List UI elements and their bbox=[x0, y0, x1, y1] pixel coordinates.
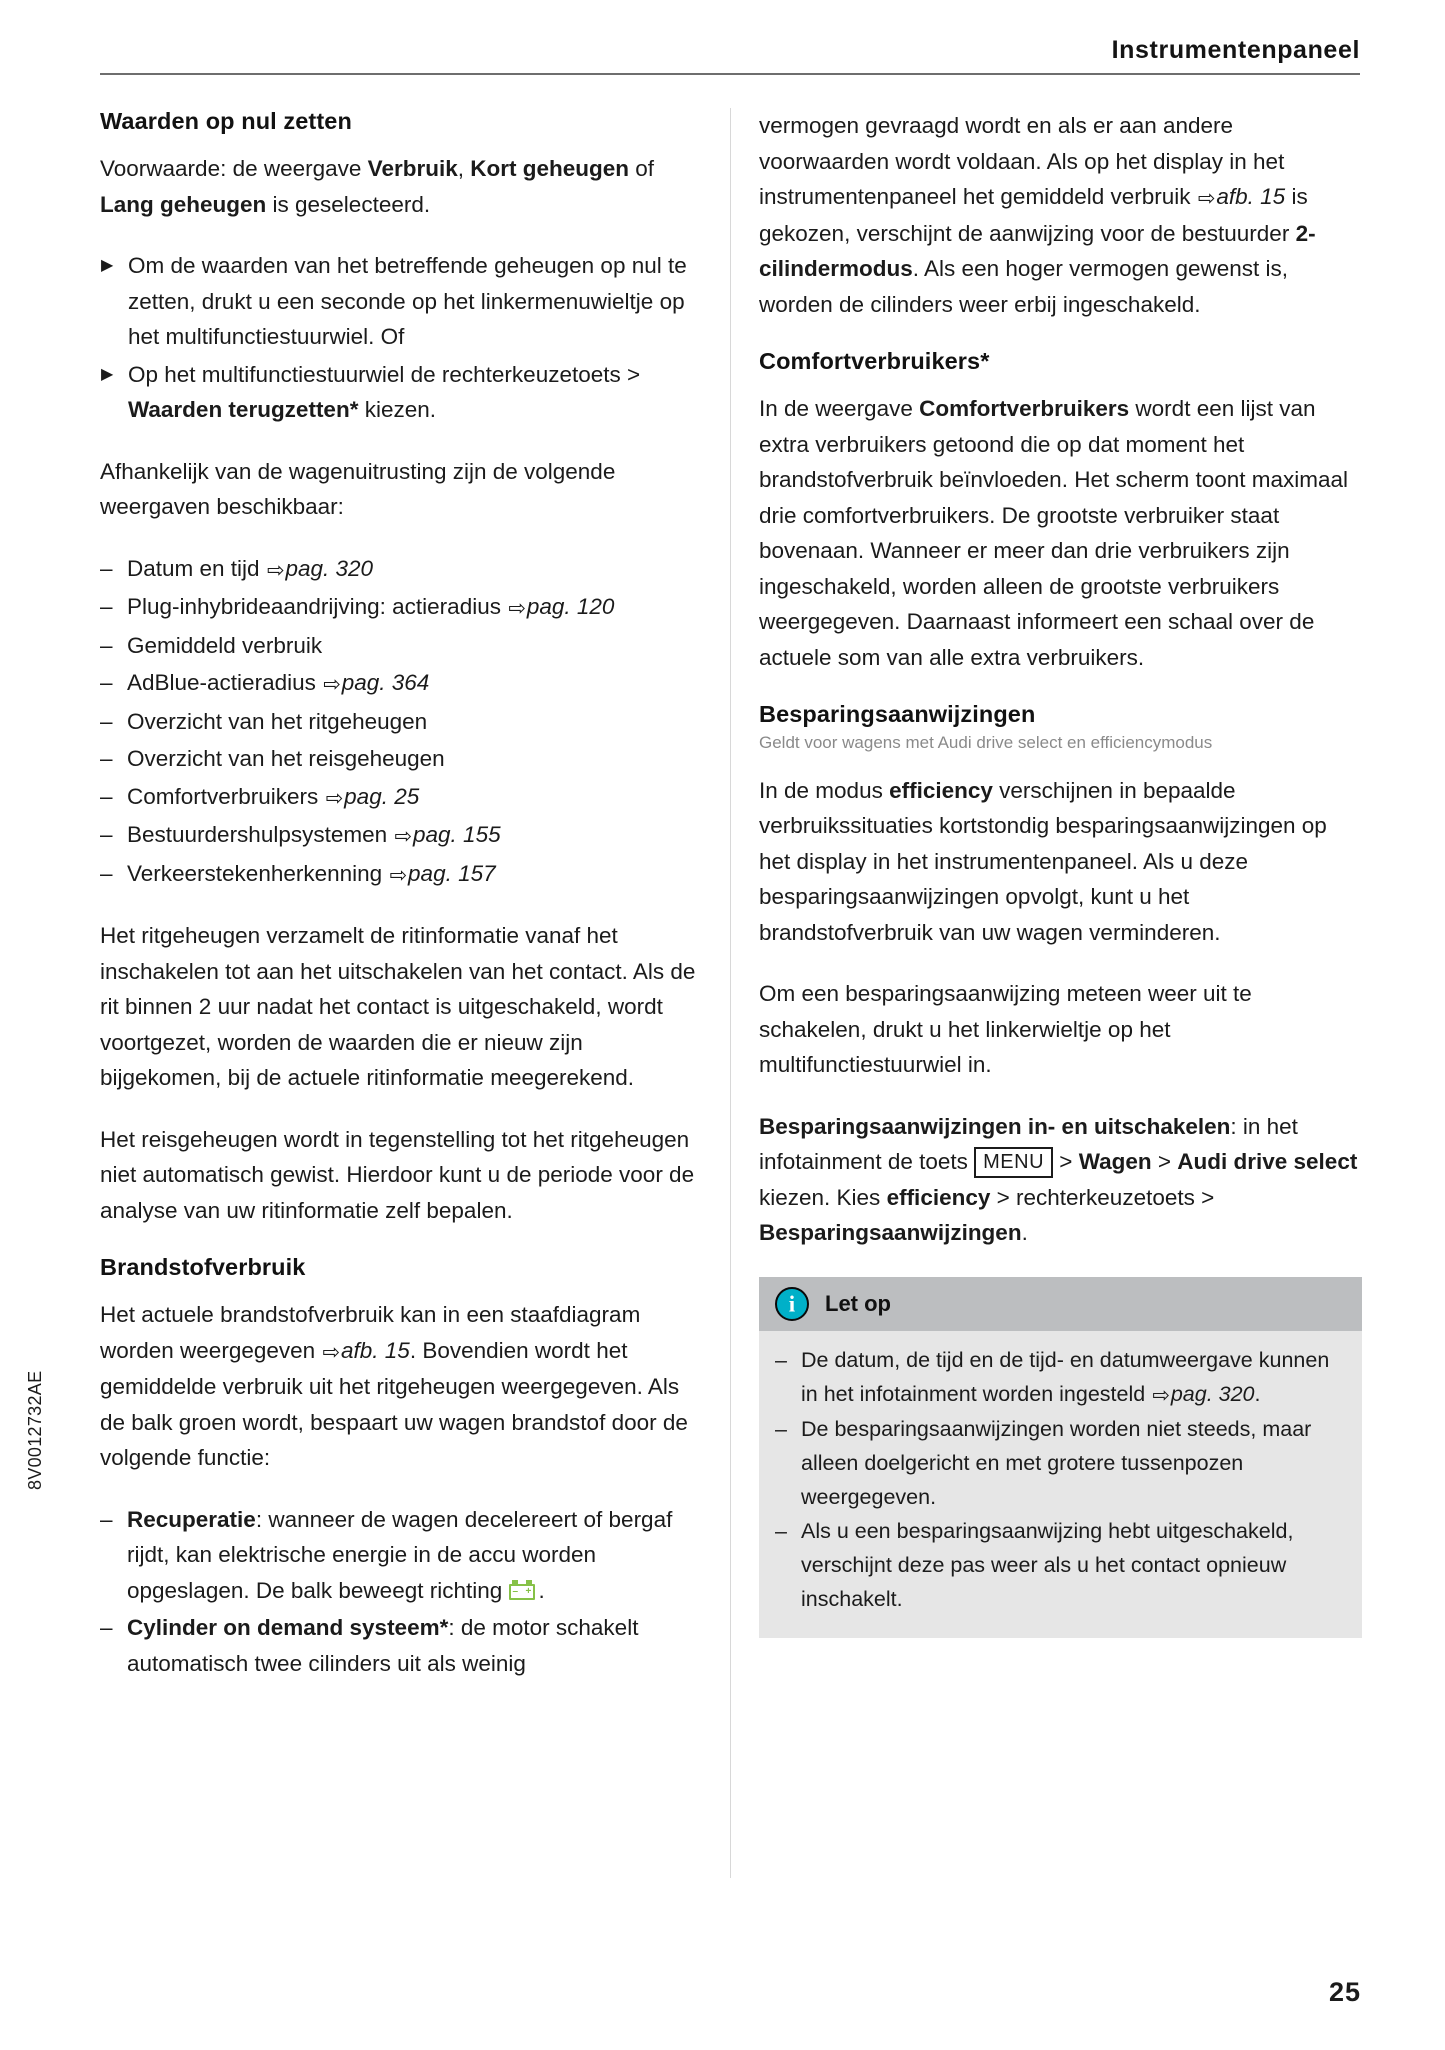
heading-besparingsaanwijzingen: Besparingsaanwijzingen bbox=[759, 701, 1036, 727]
text-run: kiezen. Kies bbox=[759, 1184, 887, 1210]
list-item-text: Op het multifunctiestuurwiel de rechterkeuzetoets > bbox=[128, 361, 641, 387]
list-item bbox=[100, 817, 703, 854]
text-run: wordt een lijst van extra verbruikers getoond die op dat moment het brandstofverbruik beïnvloeden. Het scherm toont maximaal drie comfortverbruikers. De grootste verbruiker staat bovenaan. Wanneer er meer dan drie verbruikers zijn ingeschakeld, worden alleen de grootste verbruikers weergegeven. Daarnaast informeert een schaal over de actuele som van alle extra verbruikers. bbox=[759, 396, 1349, 670]
arrow-bullet-icon: ▶ bbox=[101, 257, 114, 274]
reference-arrow-icon: ⇨ bbox=[323, 673, 341, 696]
list-item-text: Als u een besparingsaanwijzing hebt uitgeschakeld, verschijnt deze pas weer als u het contact opnieuw inschakelt. bbox=[801, 1518, 1294, 1611]
text-run: Voorwaarde: de weergave bbox=[100, 156, 368, 181]
battery-terminal-negative bbox=[512, 1580, 518, 1584]
list-item bbox=[100, 1502, 703, 1609]
heading-brandstofverbruik: Brandstofverbruik bbox=[100, 1254, 306, 1280]
paragraph-reisgeheugen: Het reisgeheugen wordt in tegenstelling tot het ritgeheugen niet automatisch gewist. Hierdoor kunt u de periode voor de analyse van uw ritinformatie zelf bepalen. bbox=[100, 1126, 695, 1223]
note-box-body bbox=[759, 1331, 1362, 1638]
list-item-text: De datum, de tijd en de tijd- en datumweergave kunnen in het infotainment worden ingesteld bbox=[801, 1347, 1330, 1406]
arrow-bullet-icon: ▶ bbox=[101, 365, 114, 383]
info-icon bbox=[775, 1287, 809, 1321]
list-item bbox=[100, 856, 703, 893]
term-comfortverbruikers: Comfortverbruikers bbox=[919, 396, 1130, 421]
page-reference: pag. 155 bbox=[413, 822, 501, 847]
text-run: . bbox=[1254, 1381, 1261, 1406]
text-run: verschijnen in bepaalde verbruikssituaties kortstondig besparingsaanwijzingen op het display in het instrumentenpaneel. Als u deze besparingsaanwijzingen opvolgt, kunt u het brandstofverbruik van uw wagen verminderen. bbox=[759, 777, 1327, 945]
list-item bbox=[100, 628, 703, 664]
text-run: > bbox=[1151, 1149, 1178, 1175]
text-run: > bbox=[1053, 1149, 1079, 1175]
reference-arrow-icon: ⇨ bbox=[322, 1340, 341, 1364]
text-run: Het actuele brandstofverbruik kan in een staafdiagram worden weergegeven bbox=[100, 1302, 641, 1363]
paragraph-afhankelijk: Afhankelijk van de wagenuitrusting zijn de volgende weergaven beschikbaar: bbox=[100, 458, 616, 519]
reference-arrow-icon: ⇨ bbox=[325, 786, 344, 810]
paragraph-comfortverbruikers bbox=[759, 391, 1362, 675]
left-column bbox=[100, 108, 703, 1707]
list-item-text: Comfortverbruikers bbox=[127, 783, 319, 809]
list-item bbox=[100, 704, 703, 740]
page-reference: pag. 25 bbox=[344, 783, 420, 809]
list-item-text: Plug-inhybrideaandrijving: actieradius bbox=[127, 594, 501, 619]
reference-arrow-icon: ⇨ bbox=[394, 825, 413, 848]
dash-bullet-icon: – bbox=[775, 1347, 787, 1372]
menu-path-audi-drive-select: Audi drive select bbox=[1177, 1149, 1358, 1175]
list-item-text: : de motor schakelt automatisch twee cilinders uit als weinig bbox=[127, 1615, 639, 1676]
paragraph-efficiency bbox=[759, 773, 1362, 951]
dash-bullet-icon: – bbox=[100, 1615, 113, 1640]
list-item-text: : wanneer de wagen decelereert of bergaf rijdt, kan elektrische energie in de accu worden opgeslagen. De balk beweegt richting bbox=[127, 1506, 673, 1603]
reference-arrow-icon: ⇨ bbox=[389, 863, 408, 887]
text-run: : in het infotainment de toets bbox=[759, 1113, 1298, 1175]
paragraph-uitschakelen: Om een besparingsaanwijzing meteen weer uit te schakelen, drukt u het linkerwieltje op het multifunctiestuurwiel in. bbox=[759, 981, 1252, 1078]
applicability-note: Geldt voor wagens met Audi drive select en efficiencymodus bbox=[759, 733, 1213, 752]
note-box-title: Let op bbox=[825, 1290, 891, 1316]
document-id: 8V0012732AE bbox=[25, 1370, 45, 1490]
battery-terminal-positive bbox=[526, 1580, 532, 1584]
term-2-cilindermodus: 2-cilindermodus bbox=[759, 220, 1316, 281]
list-item-text: Verkeerstekenherkenning bbox=[127, 860, 383, 886]
heading-waarden-op-nul-zetten: Waarden op nul zetten bbox=[100, 108, 352, 134]
battery-icon bbox=[509, 1580, 539, 1602]
dash-bullet-icon: – bbox=[100, 670, 113, 695]
note-list bbox=[775, 1343, 1342, 1616]
text-run: . Bovendien wordt het gemiddelde verbruik uit het ritgeheugen weergegeven. Als de balk groen wordt, bespaart uw wagen brandstof door de volgende functie: bbox=[100, 1337, 688, 1470]
list-item bbox=[775, 1412, 1342, 1514]
battery-minus-sign: – bbox=[512, 1585, 519, 1597]
reference-arrow-icon: ⇨ bbox=[1152, 1383, 1170, 1407]
term-cylinder-on-demand: Cylinder on demand systeem* bbox=[127, 1615, 449, 1640]
list-item-text: Gemiddeld verbruik bbox=[127, 632, 323, 658]
dash-bullet-icon: – bbox=[100, 1506, 113, 1532]
dash-bullet-icon: – bbox=[775, 1416, 787, 1441]
list-item-text: Overzicht van het ritgeheugen bbox=[127, 708, 428, 734]
paragraph-voorwaarde bbox=[100, 151, 703, 222]
reference-arrow-icon: ⇨ bbox=[508, 597, 526, 620]
dash-bullet-icon: – bbox=[100, 594, 113, 619]
reference-arrow-icon: ⇨ bbox=[266, 558, 285, 582]
text-run: In de modus bbox=[759, 777, 890, 803]
list-item bbox=[100, 248, 703, 355]
list-item-text: Om de waarden van het betreffende geheugen op nul te zetten, drukt u een seconde op het linkermenuwieltje op het multifunctiestuurwiel. Of bbox=[128, 253, 687, 349]
menu-path-wagen: Wagen bbox=[1078, 1149, 1152, 1175]
text-run: vermogen gevraagd wordt en als er aan andere voorwaarden wordt voldaan. Als op het display in het instrumentenpaneel het gemiddeld verbruik bbox=[759, 113, 1285, 209]
term-kort-geheugen: Kort geheugen bbox=[470, 156, 629, 181]
list-item bbox=[100, 741, 703, 777]
running-title: Instrumentenpaneel bbox=[1111, 36, 1360, 64]
heading-comfortverbruikers: Comfortverbruikers* bbox=[759, 348, 990, 374]
page-reference: pag. 364 bbox=[341, 670, 430, 695]
term-besparingsaanwijzingen-in-uit: Besparingsaanwijzingen in- en uitschakelen bbox=[759, 1113, 1231, 1139]
page-reference: pag. 120 bbox=[526, 594, 615, 619]
list-item bbox=[100, 589, 703, 626]
list-item bbox=[775, 1343, 1342, 1412]
list-item-text: Datum en tijd bbox=[127, 555, 260, 581]
text-run: In de weergave bbox=[759, 396, 920, 421]
text-run: of bbox=[629, 156, 655, 181]
menu-key-button[interactable]: MENU bbox=[974, 1147, 1053, 1178]
available-displays-list bbox=[100, 551, 703, 893]
dash-bullet-icon: – bbox=[100, 555, 113, 581]
page-reference: pag. 157 bbox=[408, 860, 496, 886]
text-run: is geselecteerd. bbox=[266, 191, 431, 217]
two-column-body bbox=[100, 108, 1362, 1707]
paragraph-ritgeheugen: Het ritgeheugen verzamelt de ritinformatie vanaf het inschakelen tot aan het uitschakelen van het contact. Als de rit binnen 2 uur nadat het contact is uitgeschakeld, wordt voortgezet, worden de waarden die er nieuw zijn bijgekomen, bij de actuele ritinformatie meegerekend. bbox=[100, 923, 696, 1090]
dash-bullet-icon: – bbox=[100, 708, 113, 734]
instruction-list bbox=[100, 248, 703, 428]
term-waarden-terugzetten: Waarden terugzetten* bbox=[128, 397, 359, 422]
reference-arrow-icon: ⇨ bbox=[1197, 187, 1216, 210]
dash-bullet-icon: – bbox=[100, 860, 113, 886]
list-item bbox=[100, 1610, 703, 1681]
text-run: , bbox=[457, 156, 471, 181]
note-box-header bbox=[759, 1277, 1362, 1331]
list-item-text: AdBlue-actieradius bbox=[127, 670, 316, 695]
fuel-saving-functions-list bbox=[100, 1502, 703, 1682]
list-item-text: De besparingsaanwijzingen worden niet steeds, maar alleen doelgericht en met grotere tussenpozen weergegeven. bbox=[801, 1416, 1312, 1509]
battery-plus-sign: + bbox=[525, 1585, 532, 1597]
figure-reference: afb. 15 bbox=[341, 1337, 410, 1363]
term-verbruik: Verbruik bbox=[367, 156, 458, 181]
dash-bullet-icon: – bbox=[100, 783, 113, 809]
dash-bullet-icon: – bbox=[100, 822, 113, 847]
dash-bullet-icon: – bbox=[100, 746, 113, 771]
right-column bbox=[759, 108, 1362, 1707]
paragraph-brandstofverbruik bbox=[100, 1297, 703, 1476]
note-box bbox=[759, 1277, 1362, 1638]
term-efficiency: efficiency bbox=[889, 777, 993, 803]
page-reference: pag. 320 bbox=[285, 555, 374, 581]
page-reference: pag. 320 bbox=[1170, 1381, 1255, 1406]
dash-bullet-icon: – bbox=[775, 1518, 787, 1543]
menu-path-besparingsaanwijzingen: Besparingsaanwijzingen bbox=[759, 1220, 1022, 1246]
paragraph-in-en-uitschakelen bbox=[759, 1109, 1362, 1251]
text-run: is gekozen, verschijnt de aanwijzing voor de bestuurder bbox=[759, 184, 1308, 246]
list-item bbox=[100, 357, 703, 428]
page-number: 25 bbox=[1328, 1977, 1361, 2007]
list-item-text: Overzicht van het reisgeheugen bbox=[127, 746, 445, 771]
list-item-text: Bestuurdershulpsystemen bbox=[127, 822, 388, 847]
text-run: . Als een hoger vermogen gewenst is, worden de cilinders weer erbij ingeschakeld. bbox=[759, 256, 1288, 317]
list-item bbox=[100, 665, 703, 702]
list-item-text: kiezen. bbox=[358, 397, 436, 422]
page-header bbox=[100, 36, 1360, 75]
dash-bullet-icon: – bbox=[100, 632, 113, 658]
list-item bbox=[100, 551, 703, 588]
list-item bbox=[100, 779, 703, 816]
header-rule bbox=[100, 73, 1360, 75]
paragraph-continued-cod bbox=[759, 108, 1362, 322]
text-run: > rechterkeuzetoets > bbox=[990, 1184, 1215, 1210]
term-lang-geheugen: Lang geheugen bbox=[100, 191, 267, 217]
figure-reference: afb. 15 bbox=[1216, 184, 1286, 209]
list-item bbox=[775, 1514, 1342, 1616]
term-recuperatie: Recuperatie bbox=[127, 1506, 256, 1532]
text-run: . bbox=[1021, 1220, 1028, 1246]
menu-path-efficiency: efficiency bbox=[886, 1184, 991, 1210]
text-run: . bbox=[538, 1577, 545, 1603]
